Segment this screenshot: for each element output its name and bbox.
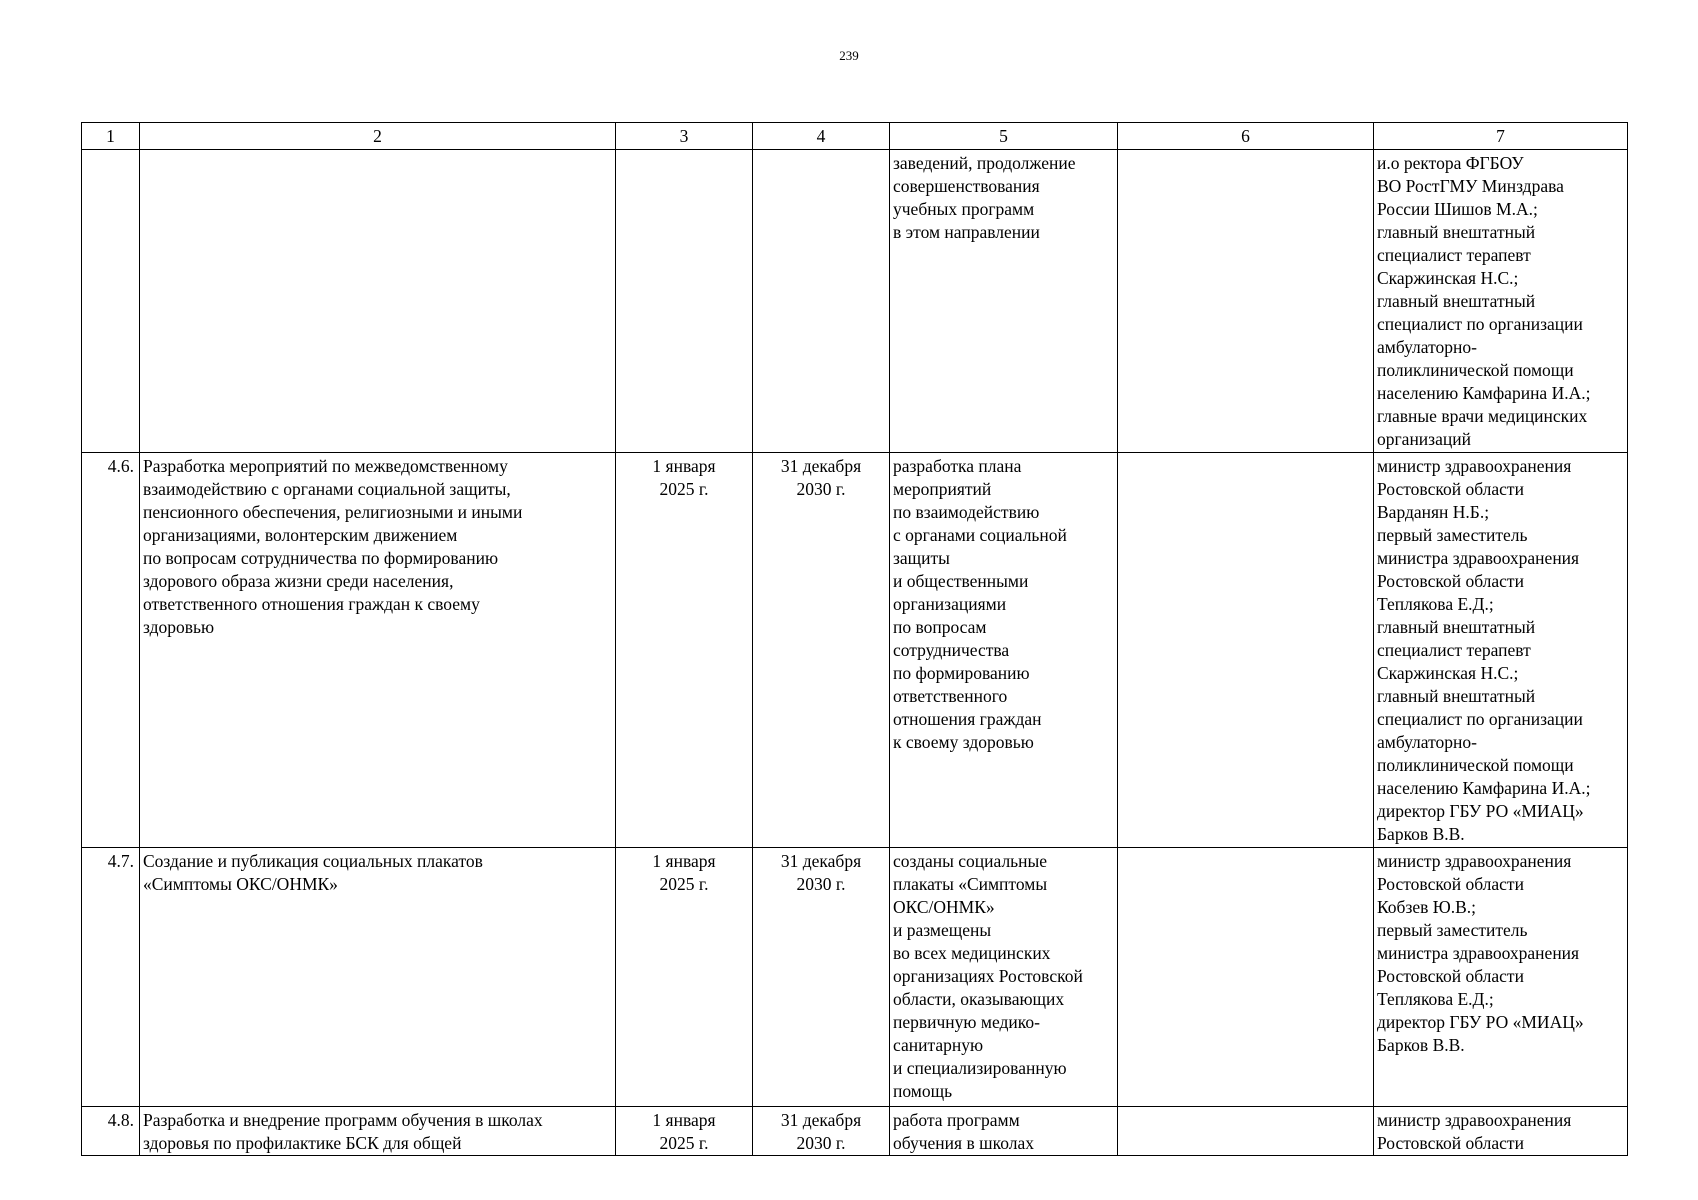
column-header: 7 [1374,123,1628,150]
measure-cell [140,150,616,453]
table-row [82,1107,1628,1156]
start-date-cell: 1 января 2025 г. [616,1107,753,1156]
action-plan-table [81,122,1628,1156]
responsible-cell: министр здравоохранения Ростовской области [1374,1107,1628,1156]
row-number-cell: 4.6. [82,453,140,848]
end-date-cell: 31 декабря 2030 г. [753,848,890,1107]
column-header: 1 [82,123,140,150]
header-row [82,123,1628,150]
responsible-cell: и.о ректора ФГБОУ ВО РостГМУ Минздрава России Шишов М.А.; главный внештатный специалист терапевт Скаржинская Н.С.; главный внештатный специалист по организации амбулаторно- поликлинической помощи населению Камфарина И.А.; главные врачи медицинских организаций [1374,150,1628,453]
result-cell: заведений, продолжение совершенствования учебных программ в этом направлении [890,150,1118,453]
column-6-cell [1118,150,1374,453]
row-number-cell: 4.7. [82,848,140,1107]
table-row [82,150,1628,453]
result-cell: разработка плана мероприятий по взаимодействию с органами социальной защиты и общественными организациями по вопросам сотрудничества по формированию ответственного отношения граждан к своему здоровью [890,453,1118,848]
measure-cell: Разработка и внедрение программ обучения в школах здоровья по профилактике БСК для общей [140,1107,616,1156]
column-6-cell [1118,1107,1374,1156]
start-date-cell: 1 января 2025 г. [616,453,753,848]
result-cell: работа программ обучения в школах [890,1107,1118,1156]
column-header: 3 [616,123,753,150]
table-row [82,453,1628,848]
column-header: 5 [890,123,1118,150]
row-number-cell: 4.8. [82,1107,140,1156]
row-number-cell [82,150,140,453]
result-cell: созданы социальные плакаты «Симптомы ОКС/ОНМК» и размещены во всех медицинских организациях Ростовской области, оказывающих первичную медико- санитарную и специализированную помощь [890,848,1118,1107]
page-number: 239 [839,48,859,63]
table-row [82,848,1628,1107]
measure-cell: Создание и публикация социальных плакатов «Симптомы ОКС/ОНМК» [140,848,616,1107]
responsible-cell: министр здравоохранения Ростовской области Варданян Н.Б.; первый заместитель министра здравоохранения Ростовской области Теплякова Е.Д.; главный внештатный специалист терапевт Скаржинская Н.С.; главный внештатный специалист по организации амбулаторно- поликлинической помощи населению Камфарина И.А.; директор ГБУ РО «МИАЦ» Барков В.В. [1374,453,1628,848]
column-header: 4 [753,123,890,150]
end-date-cell: 31 декабря 2030 г. [753,1107,890,1156]
end-date-cell: 31 декабря 2030 г. [753,453,890,848]
measure-cell: Разработка мероприятий по межведомственному взаимодействию с органами социальной защиты, пенсионного обеспечения, религиозными и иными организациями, волонтерским движением по вопросам сотрудничества по формированию здорового образа жизни среди населения, ответственного отношения граждан к своему здоровью [140,453,616,848]
end-date-cell [753,150,890,453]
column-header: 2 [140,123,616,150]
responsible-cell: министр здравоохранения Ростовской области Кобзев Ю.В.; первый заместитель министра здравоохранения Ростовской области Теплякова Е.Д.; директор ГБУ РО «МИАЦ» Барков В.В. [1374,848,1628,1107]
column-6-cell [1118,453,1374,848]
column-6-cell [1118,848,1374,1107]
start-date-cell [616,150,753,453]
column-header: 6 [1118,123,1374,150]
start-date-cell: 1 января 2025 г. [616,848,753,1107]
